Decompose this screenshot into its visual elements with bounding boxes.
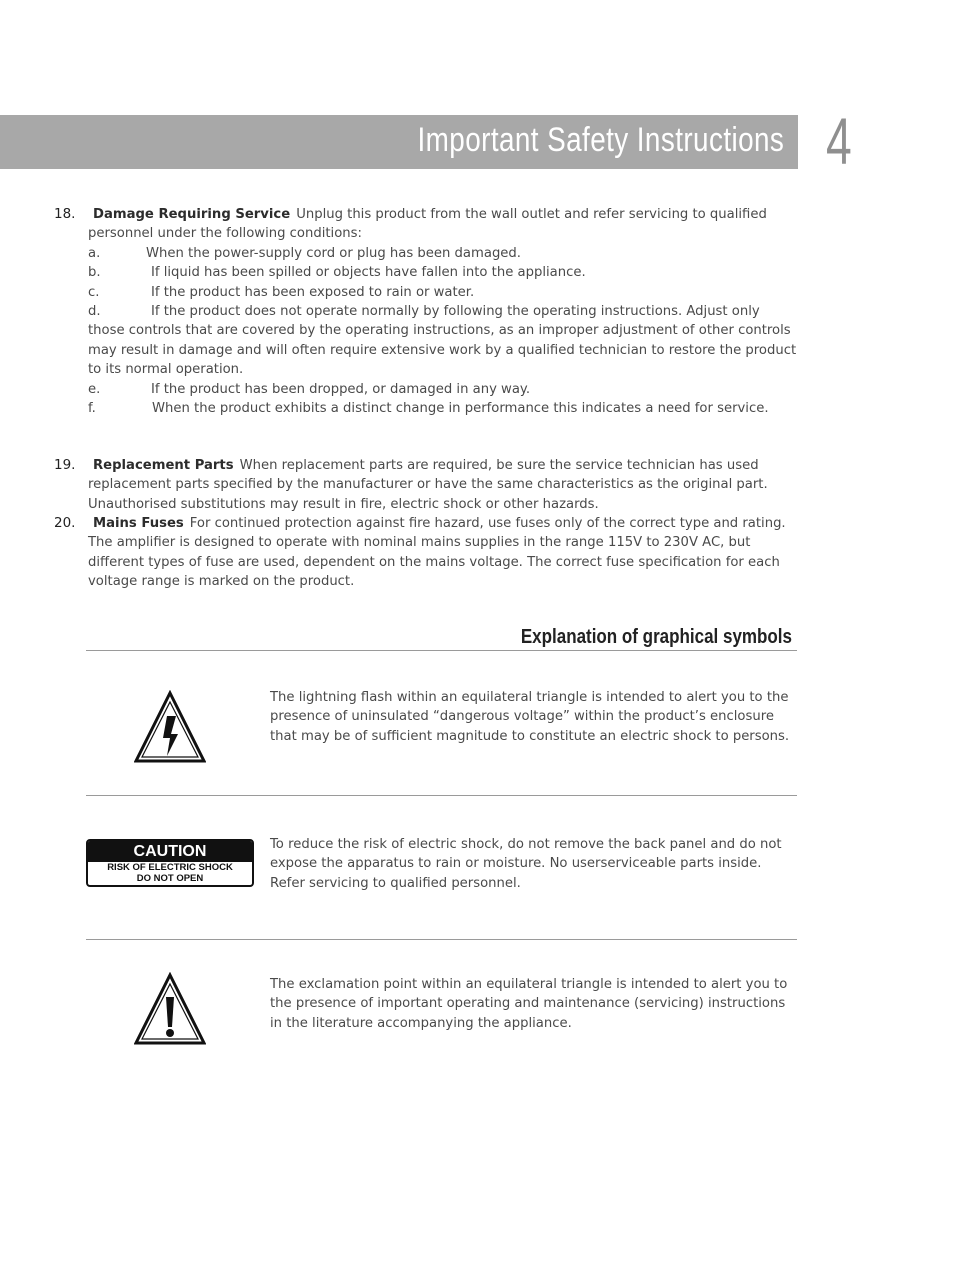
sub-item-a: a. When the power-supply cord or plug has been damaged. [88,245,521,261]
header-bar [0,115,798,169]
symbols-section-heading: Explanation of graphical symbols [520,626,792,648]
item-text: For continued protection against fire hazard, use fuses only of the correct type and rating. The amplifier is designed to operate with nominal mains supplies in the range 115V to 230V AC, but different types of fuse are used, dependent on the mains voltage. The correct fuse specification for each voltage range is marked on the product. [88,516,786,590]
sub-item-c: c. If the product has been exposed to rain or water. [88,284,475,300]
item-number: 20. [54,515,76,531]
item-heading: Mains Fuses [93,516,184,531]
page-number: 4 [826,104,852,178]
page-title: Important Safety Instructions [417,121,784,159]
safety-item-18 [54,205,798,418]
caution-symbol-description: To reduce the risk of electric shock, do not remove the back panel and do not expose the apparatus to rain or moisture. No userserviceable parts inside. Refer servicing to qualified personnel. [270,837,782,891]
safety-item-19 [54,456,798,514]
sub-item-f: f. When the product exhibits a distinct change in performance this indicates a need for service. [88,401,769,417]
item-heading: Damage Requiring Service [93,207,291,222]
exclamation-symbol-description: The exclamation point within an equilateral triangle is intended to alert you to the presence of important operating and maintenance (servicing) instructions in the literature accompanying the appliance. [270,977,788,1031]
caution-title: CAUTION [88,841,252,862]
exclamation-warning-icon [134,972,206,1046]
divider [86,650,797,651]
divider [86,795,797,796]
item-text: When replacement parts are required, be sure the service technician has used replacement parts specified by the manufacturer or have the same characteristics as the original part. Unauthorised substitutions may result in fire, electric shock or other hazards. [88,458,768,512]
sub-item-d: d. If the product does not operate normally by following the operating instructions. Adjust only those controls that are covered by the operating instructions, as an improper adjustment of other controls may result in damage and will often require extensive work by a qualified technician to restore the product to its normal operation. [88,304,797,378]
item-number: 19. [54,457,76,473]
item-intro: Unplug this product from the wall outlet and refer servicing to qualified personnel under the following conditions: [88,207,767,242]
caution-line-2: DO NOT OPEN [136,873,204,884]
sub-item-b: b. If liquid has been spilled or objects have fallen into the appliance. [88,265,586,281]
lightning-symbol-description: The lightning flash within an equilateral triangle is intended to alert you to the presence of uninsulated “dangerous voltage” within the product’s enclosure that may be of sufficient magnitude to constitute an electric shock to persons. [270,690,790,744]
divider [86,939,797,940]
item-number: 18. [54,206,76,222]
safety-item-20 [54,514,798,592]
lightning-warning-icon [134,690,206,764]
item-heading: Replacement Parts [93,458,234,473]
sub-item-e: e. If the product has been dropped, or damaged in any way. [88,381,531,397]
caution-line-1: RISK OF ELECTRIC SHOCK [107,862,233,873]
caution-label [86,839,254,887]
